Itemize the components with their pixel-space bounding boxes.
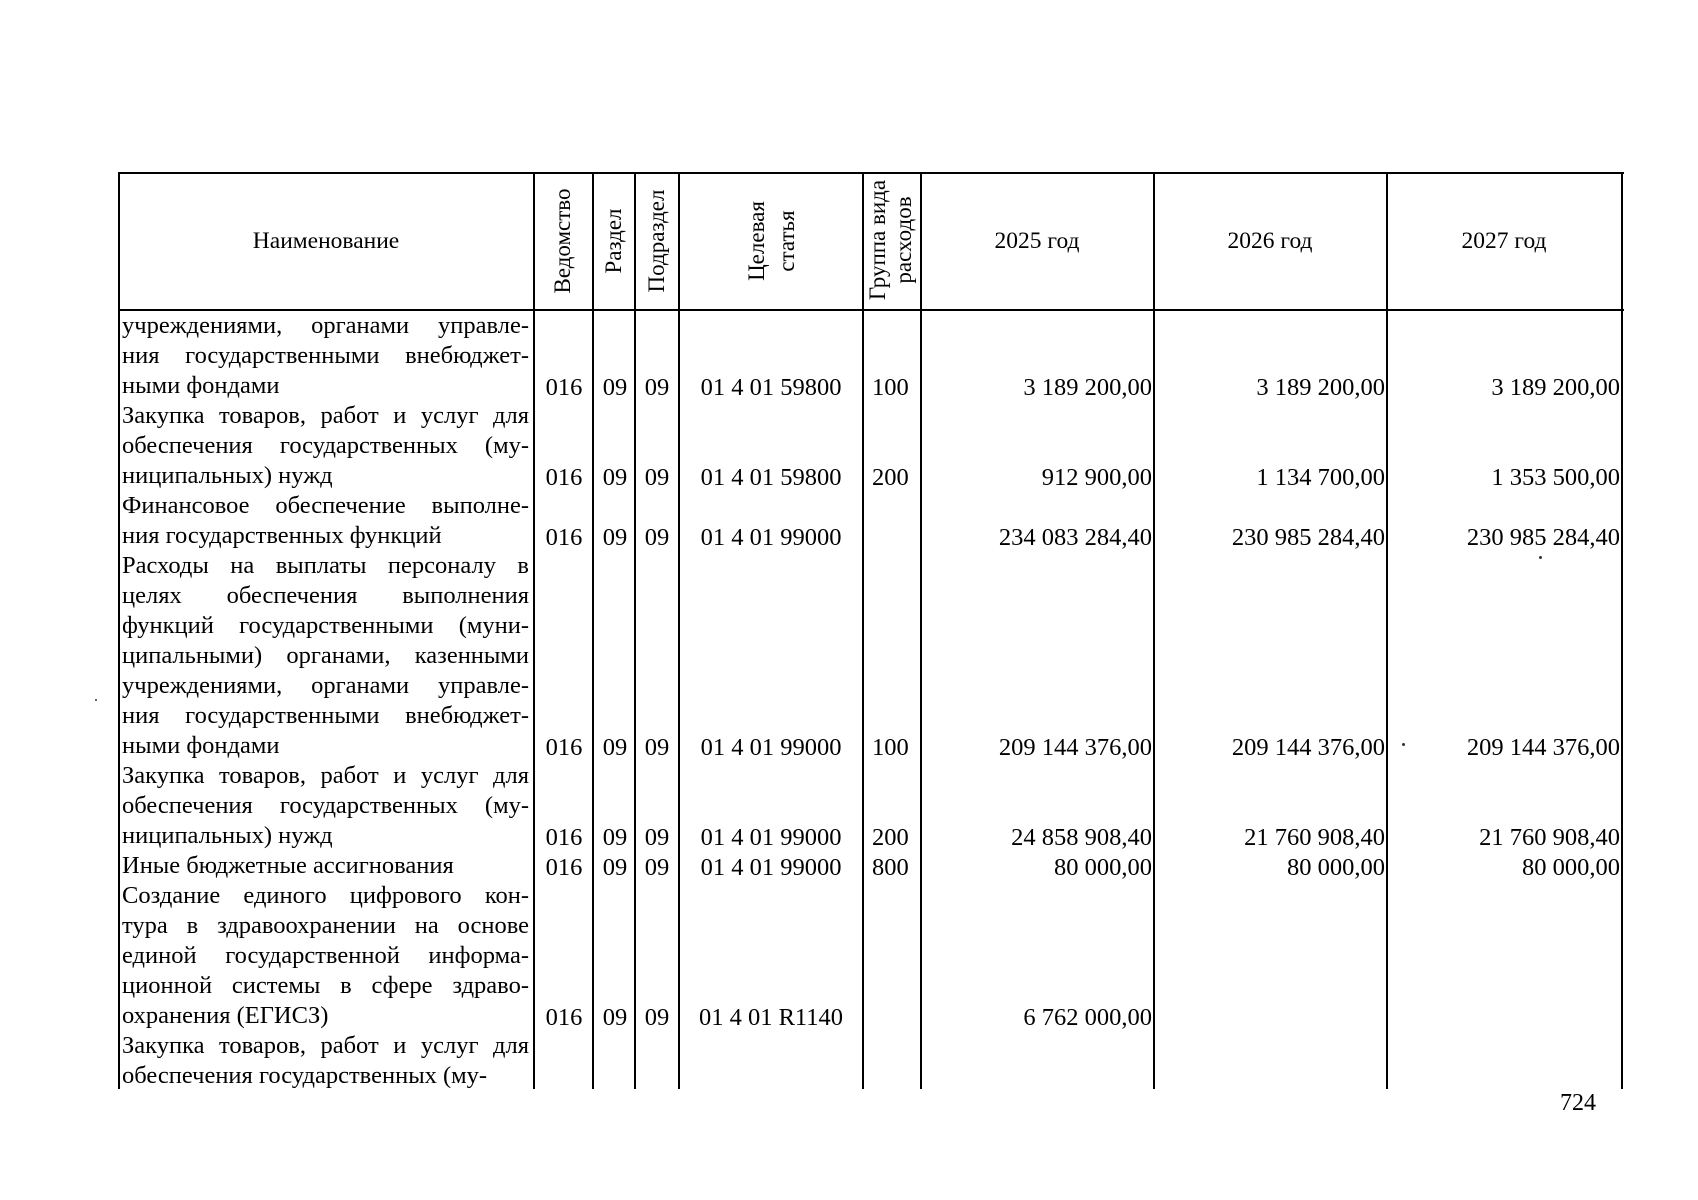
col-divider-name [533, 172, 535, 1089]
col-divider-2026 [1386, 172, 1388, 1089]
header-gruppa [865, 180, 917, 300]
header-celevaya-line2: статья [774, 210, 799, 272]
cell-celevaya-statya: 01 4 01 99000 [700, 524, 842, 551]
header-gruppa-line1: Группа вида [865, 179, 890, 301]
row-name-line: обеспечения государственных (му- [122, 792, 529, 819]
row-name-line: ния государственными внебюджет- [122, 702, 529, 729]
row-name [122, 1031, 529, 1091]
row-name-line: единой государственной информа- [122, 942, 529, 969]
cell-vedomstvo: 016 [545, 824, 583, 851]
header-2026: 2026 год [1227, 228, 1313, 254]
row-name-line: Закупка товаров, работ и услуг для [122, 1032, 529, 1059]
header-2025: 2025 год [994, 228, 1080, 254]
cell-2026: 209 144 376,00 [1231, 734, 1385, 761]
row-name-line: учреждениями, органами управле- [122, 672, 529, 699]
cell-2025: 234 083 284,40 [998, 524, 1152, 551]
row-name-line: целях обеспечения выполнения [122, 582, 529, 609]
col-divider-pr [678, 172, 680, 1089]
header-name: Наименование [252, 228, 400, 254]
cell-2027: 1 353 500,00 [1491, 464, 1620, 491]
scan-speck [1539, 556, 1542, 559]
header-razdel: Раздел [601, 208, 626, 274]
header-2027: 2027 год [1461, 228, 1547, 254]
cell-gruppa: 100 [872, 734, 909, 761]
row-name [122, 311, 529, 401]
cell-vedomstvo: 016 [545, 854, 583, 881]
col-divider-left [118, 172, 120, 1089]
cell-2025: 209 144 376,00 [998, 734, 1152, 761]
header-vedomstvo: Ведомство [550, 188, 575, 294]
cell-gruppa: 200 [872, 464, 909, 491]
cell-2027: 3 189 200,00 [1491, 374, 1620, 401]
cell-podrazdel: 09 [644, 464, 670, 491]
cell-podrazdel: 09 [644, 734, 670, 761]
cell-razdel: 09 [602, 374, 628, 401]
row-name-line: функций государственными (муни- [122, 612, 529, 639]
cell-2025: 912 900,00 [1041, 464, 1152, 491]
cell-razdel: 09 [602, 524, 628, 551]
cell-vedomstvo: 016 [545, 464, 583, 491]
cell-gruppa: 200 [872, 824, 909, 851]
cell-vedomstvo: 016 [545, 734, 583, 761]
row-name-line: Закупка товаров, работ и услуг для [122, 402, 529, 429]
cell-razdel: 09 [602, 824, 628, 851]
cell-celevaya-statya: 01 4 01 59800 [700, 464, 842, 491]
row-name [122, 551, 529, 761]
cell-2027: 80 000,00 [1522, 854, 1620, 881]
cell-celevaya-statya: 01 4 01 99000 [700, 854, 842, 881]
cell-2027: 230 985 284,40 [1466, 524, 1620, 551]
page-number: 724 [1560, 1090, 1596, 1116]
cell-vedomstvo: 016 [545, 1004, 583, 1031]
cell-celevaya-statya: 01 4 01 59800 [700, 374, 842, 401]
header-celevaya-line1: Целевая [744, 201, 769, 281]
col-divider-right [1621, 172, 1623, 1089]
row-name-line: ния государственными внебюджет- [122, 342, 529, 369]
cell-podrazdel: 09 [644, 524, 670, 551]
row-name-line: ниципальных) нужд [122, 822, 333, 849]
row-name-line: Иные бюджетные ассигнования [122, 852, 454, 879]
row-name-line: ными фондами [122, 732, 280, 759]
row-name [122, 851, 529, 881]
cell-celevaya-statya: 01 4 01 R1140 [698, 1004, 844, 1031]
col-divider-vr [920, 172, 922, 1089]
row-name [122, 401, 529, 491]
row-name-line: ния государственных функций [122, 522, 442, 549]
cell-gruppa: 800 [872, 854, 909, 881]
row-name-line: ципальными) органами, казенными [122, 642, 529, 669]
row-name-line: Расходы на выплаты персоналу в [122, 552, 529, 579]
row-name [122, 491, 529, 551]
cell-celevaya-statya: 01 4 01 99000 [700, 734, 842, 761]
scan-speck [95, 699, 97, 701]
cell-podrazdel: 09 [644, 374, 670, 401]
cell-podrazdel: 09 [644, 854, 670, 881]
col-divider-rz [634, 172, 636, 1089]
table-top-border [118, 172, 1624, 174]
cell-celevaya-statya: 01 4 01 99000 [700, 824, 842, 851]
cell-2026: 1 134 700,00 [1256, 464, 1385, 491]
cell-2026: 80 000,00 [1287, 854, 1385, 881]
scan-speck [1402, 743, 1405, 746]
cell-2025: 24 858 908,40 [1011, 824, 1152, 851]
row-name-line: обеспечения государственных (му- [122, 432, 529, 459]
cell-2027: 209 144 376,00 [1466, 734, 1620, 761]
row-name-line: ниципальных) нужд [122, 462, 333, 489]
cell-gruppa: 100 [872, 374, 909, 401]
row-name-line: ционной системы в сфере здраво- [122, 972, 529, 999]
cell-razdel: 09 [602, 854, 628, 881]
cell-2025: 6 762 000,00 [1023, 1004, 1152, 1031]
cell-podrazdel: 09 [644, 824, 670, 851]
header-celevaya [742, 201, 802, 281]
cell-2026: 21 760 908,40 [1244, 824, 1385, 851]
cell-2025: 3 189 200,00 [1023, 374, 1152, 401]
col-divider-ved [592, 172, 594, 1089]
cell-podrazdel: 09 [644, 1004, 670, 1031]
row-name-line: Финансовое обеспечение выполне- [122, 492, 529, 519]
cell-2026: 3 189 200,00 [1256, 374, 1385, 401]
row-name-line: Создание единого цифрового кон- [122, 882, 529, 909]
cell-vedomstvo: 016 [545, 374, 583, 401]
header-podrazdel: Подраздел [644, 189, 669, 293]
cell-vedomstvo: 016 [545, 524, 583, 551]
col-divider-2025 [1153, 172, 1155, 1089]
cell-razdel: 09 [602, 1004, 628, 1031]
cell-razdel: 09 [602, 734, 628, 761]
col-divider-cs [862, 172, 864, 1089]
header-gruppa-line2: расходов [891, 196, 916, 284]
cell-2025: 80 000,00 [1054, 854, 1152, 881]
row-name-line: ными фондами [122, 372, 280, 399]
cell-2027: 21 760 908,40 [1479, 824, 1620, 851]
row-name-line: тура в здравоохранении на основе [122, 912, 529, 939]
cell-razdel: 09 [602, 464, 628, 491]
row-name [122, 761, 529, 851]
row-name-line: учреждениями, органами управле- [122, 312, 529, 339]
row-name [122, 881, 529, 1031]
cell-2026: 230 985 284,40 [1231, 524, 1385, 551]
row-name-line: охранения (ЕГИСЗ) [122, 1002, 329, 1029]
row-name-line: обеспечения государственных (му- [122, 1062, 488, 1089]
row-name-line: Закупка товаров, работ и услуг для [122, 762, 529, 789]
